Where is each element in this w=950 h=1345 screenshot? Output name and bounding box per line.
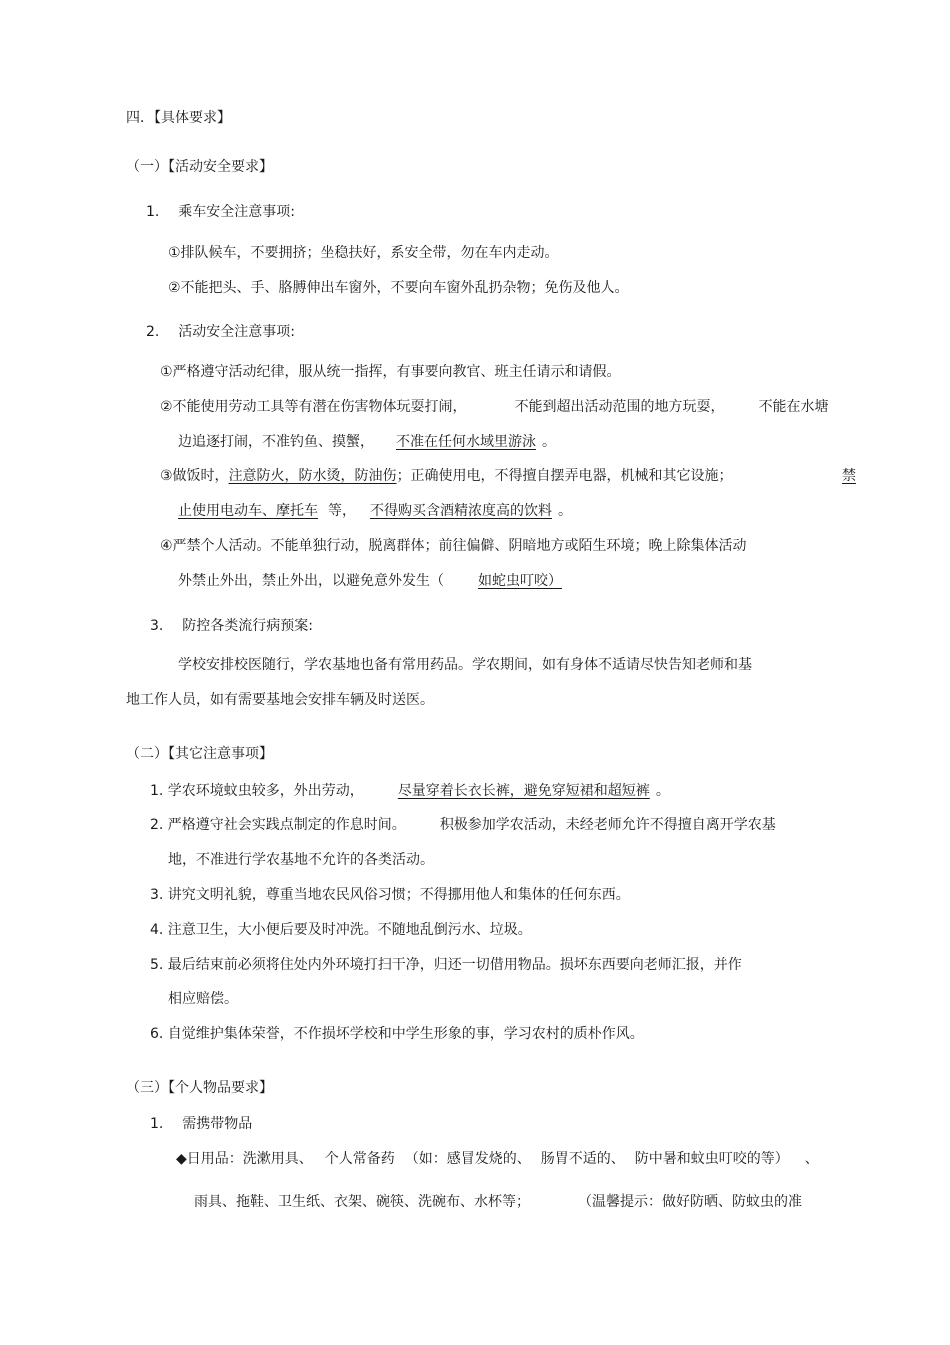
item-title: 防控各类流行病预案: xyxy=(182,618,313,634)
text-segment: 不能在水塘 xyxy=(758,399,829,415)
part1-item2-line7 xyxy=(178,571,562,591)
part1-item2-line4-tail: 禁 xyxy=(842,468,856,484)
underlined-text: 止使用电动车、摩托车 xyxy=(178,503,318,519)
text-segment: 积极参加学农活动，未经老师允许不得擅自离开学农基 xyxy=(439,817,776,833)
underlined-text: 不得购买含酒精浓度高的饮料 xyxy=(370,503,552,519)
text-segment: ◆日用品：洗漱用具、 xyxy=(176,1151,313,1167)
part1-item2-line3 xyxy=(178,432,556,452)
part2-heading: （二）【其它注意事项】 xyxy=(126,746,273,762)
part2-item6: 6. 自觉维护集体荣誉，不作损坏学校和中学生形象的事，学习农村的质朴作风。 xyxy=(150,1026,644,1042)
part3-item1-heading xyxy=(150,1114,252,1134)
text-segment: 防中暑和蚊虫叮咬的等） xyxy=(634,1151,789,1167)
text-segment: ；正确使用电，不得擅自摆弄电器，机械和其它设施； xyxy=(396,468,733,484)
part1-item2-line2 xyxy=(160,397,829,417)
text-segment: 、 xyxy=(804,1151,819,1167)
underlined-text: 不准在任何水域里游泳 xyxy=(396,434,536,450)
part1-item2-heading xyxy=(146,322,295,342)
part3-heading: （三）【个人物品要求】 xyxy=(126,1080,273,1096)
item-number: 2. xyxy=(146,324,160,340)
part2-item5-cont: 相应赔偿。 xyxy=(168,991,238,1007)
text-segment: 2. 严格遵守社会实践点制定的作息时间。 xyxy=(150,817,406,833)
text-segment: 。 xyxy=(542,434,556,450)
text-segment: （温馨提示：做好防晒、防蚊虫的准 xyxy=(578,1194,802,1210)
text-segment: 边追逐打闹，不准钓鱼、摸蟹， xyxy=(178,434,374,450)
item-number: 1. xyxy=(146,204,160,220)
part1-item2-line1: ①严格遵守活动纪律，服从统一指挥，有事要向教官、班主任请示和请假。 xyxy=(160,364,621,380)
part2-item4: 4. 注意卫生，大小便后要及时冲洗。不随地乱倒污水、垃圾。 xyxy=(150,922,532,938)
part2-item2-cont: 地，不准进行学农基地不允许的各类活动。 xyxy=(168,852,434,868)
underlined-text: 尽量穿着长衣长裤，避免穿短裙和超短裤 xyxy=(397,783,650,799)
text-segment: 1. 学农环境蚊虫较多，外出劳动， xyxy=(150,783,364,799)
part2-item3: 3. 讲究文明礼貌，尊重当地农民风俗习惯；不得挪用他人和集体的任何东西。 xyxy=(150,887,630,903)
part1-item1-line1: ①排队候车，不要拥挤；坐稳扶好，系安全带，勿在车内走动。 xyxy=(168,245,559,261)
text-segment: 雨具、拖鞋、卫生纸、衣架、碗筷、洗碗布、水杯等； xyxy=(194,1194,530,1210)
text-segment: 肠胃不适的、 xyxy=(540,1151,625,1167)
part2-item1 xyxy=(150,781,670,801)
part3-daily-items-cont xyxy=(194,1192,802,1212)
item-number: 3. xyxy=(150,618,164,634)
text-segment: 个人常备药 xyxy=(324,1151,395,1167)
item-title: 活动安全注意事项: xyxy=(178,324,295,340)
part1-item1-line2: ②不能把头、手、胳膊伸出车窗外，不要向车窗外乱扔杂物；免伤及他人。 xyxy=(168,280,629,296)
text-segment: 。 xyxy=(558,503,572,519)
text-segment: 外禁止外出，禁止外出，以避免意外发生（ xyxy=(178,573,444,589)
part1-item3-para-line2: 地工作人员，如有需要基地会安排车辆及时送医。 xyxy=(126,692,434,708)
part1-item1-heading xyxy=(146,202,295,222)
part1-item3-heading xyxy=(150,616,313,636)
text-segment: 。 xyxy=(655,783,670,799)
text-segment: ②不能使用劳动工具等有潜在伤害物体玩耍打闹， xyxy=(160,399,467,415)
part1-item3-para-line1: 学校安排校医随行，学农基地也备有常用药品。学农期间，如有身体不适请尽快告知老师和基 xyxy=(178,657,752,673)
underlined-text: 注意防火，防水烫，防油伤 xyxy=(228,468,397,484)
section-title: 四．【具体要求】 xyxy=(126,110,231,126)
underlined-text: 如蛇虫叮咬） xyxy=(478,573,562,589)
item-title: 乘车安全注意事项: xyxy=(178,204,295,220)
part3-daily-items xyxy=(176,1149,819,1169)
part1-item2-line6: ④严禁个人活动。不能单独行动，脱离群体；前往偏僻、阴暗地方或陌生环境；晚上除集体活动 xyxy=(160,538,747,554)
item-title: 需携带物品 xyxy=(182,1116,253,1132)
text-segment: 不能到超出活动范围的地方玩耍， xyxy=(514,399,725,415)
part2-item5: 5. 最后结束前必须将住处内外环境打扫干净，归还一切借用物品。损坏东西要向老师汇报，并作 xyxy=(150,957,742,973)
part1-heading: （一）【活动安全要求】 xyxy=(126,159,273,175)
item-number: 1. xyxy=(150,1116,164,1132)
text-segment: （如：感冒发烧的、 xyxy=(404,1151,531,1167)
text-segment: 等， xyxy=(328,503,356,519)
part2-item2 xyxy=(150,815,776,835)
text-segment: ③做饭时， xyxy=(160,468,229,484)
part1-item2-line4 xyxy=(160,466,733,486)
part1-item2-line5 xyxy=(178,501,572,521)
